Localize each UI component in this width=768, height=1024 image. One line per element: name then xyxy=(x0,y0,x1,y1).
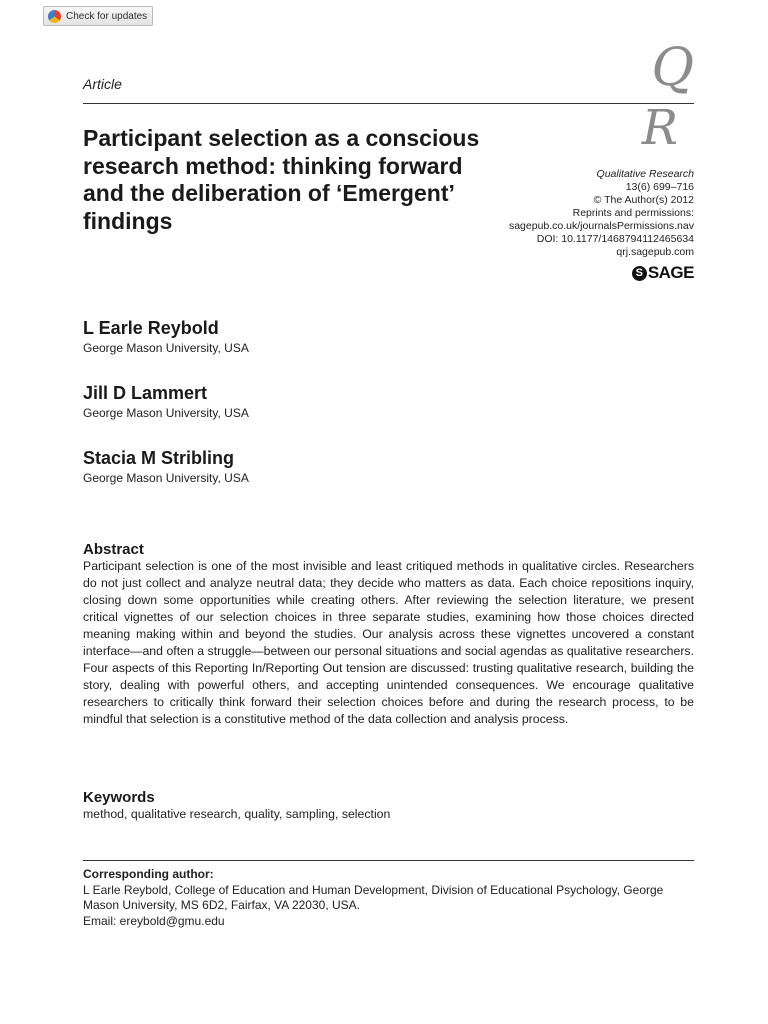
abstract-heading: Abstract xyxy=(83,541,144,558)
update-badge-icon xyxy=(48,10,61,23)
footer-divider xyxy=(83,860,694,861)
journal-site-link[interactable]: qrj.sagepub.com xyxy=(616,246,694,258)
sage-icon: S xyxy=(632,266,647,281)
author-name: L Earle Reybold xyxy=(83,318,219,338)
header-divider xyxy=(83,103,694,104)
permissions-link[interactable]: sagepub.co.uk/journalsPermissions.nav xyxy=(508,220,694,232)
journal-info xyxy=(474,168,694,259)
author-affiliation: George Mason University, USA xyxy=(83,341,249,355)
author-affiliation: George Mason University, USA xyxy=(83,471,249,485)
keywords-heading: Keywords xyxy=(83,789,155,806)
doi-link[interactable]: DOI: 10.1177/1468794112465634 xyxy=(536,233,694,245)
abstract-text: Participant selection is one of the most invisible and least critiqued methods in qualitative circles. Researchers do not just collect and analyze neutral data; they decide who matters as data. Each choice repositions inquiry, closing down some opportunities while creating others. After reviewing the selection literature, we present critical vignettes of our selection choices in three separate studies, examining how those choices directed meaning making within and beyond the studies. Our analysis across these vignettes uncovered a constant interface—and often a struggle—between our personal situations and social agendas as qualitative researchers. Four aspects of this Reporting In/Reporting Out tension are discussed: trusting qualitative research, building the story, dealing with powerful others, and accepting unintended consequences. We encourage qualitative researchers to critically think forward their selection choices before and during the research process, to be mindful that selection is a constitutive method of the data collection and analysis process. xyxy=(83,559,694,726)
check-for-updates-button[interactable] xyxy=(43,6,153,26)
journal-name: Qualitative Research xyxy=(596,168,694,180)
publisher-logo xyxy=(632,263,694,283)
section-label: Article xyxy=(83,76,122,92)
author-name: Stacia M Stribling xyxy=(83,448,235,468)
author-block xyxy=(83,448,249,485)
journal-logo-q: Q xyxy=(651,38,694,98)
journal-reprints: Reprints and permissions: xyxy=(572,207,694,219)
journal-copyright: © The Author(s) 2012 xyxy=(593,194,694,206)
author-affiliation: George Mason University, USA xyxy=(83,406,249,420)
corresponding-author xyxy=(83,867,694,929)
author-name: Jill D Lammert xyxy=(83,383,208,403)
author-block xyxy=(83,318,249,355)
publisher-name: SAGE xyxy=(647,263,694,282)
corresponding-author-address: L Earle Reybold, College of Education and Human Development, Division of Educational Psychology, George Mason University, MS 6D2, Fairfax, VA 22030, USA. xyxy=(83,882,664,912)
check-for-updates-label: Check for updates xyxy=(66,10,148,22)
article-title: Participant selection as a conscious research method: thinking forward and the deliberation of ‘Emergent’ findings xyxy=(83,125,480,234)
journal-logo-r: R xyxy=(641,100,678,156)
journal-volume: 13(6) 699–716 xyxy=(625,181,694,193)
corresponding-author-email[interactable]: Email: ereybold@gmu.edu xyxy=(83,913,225,928)
author-block xyxy=(83,383,249,420)
corresponding-author-label: Corresponding author: xyxy=(83,867,214,881)
keywords-text: method, qualitative research, quality, sampling, selection xyxy=(83,807,391,821)
